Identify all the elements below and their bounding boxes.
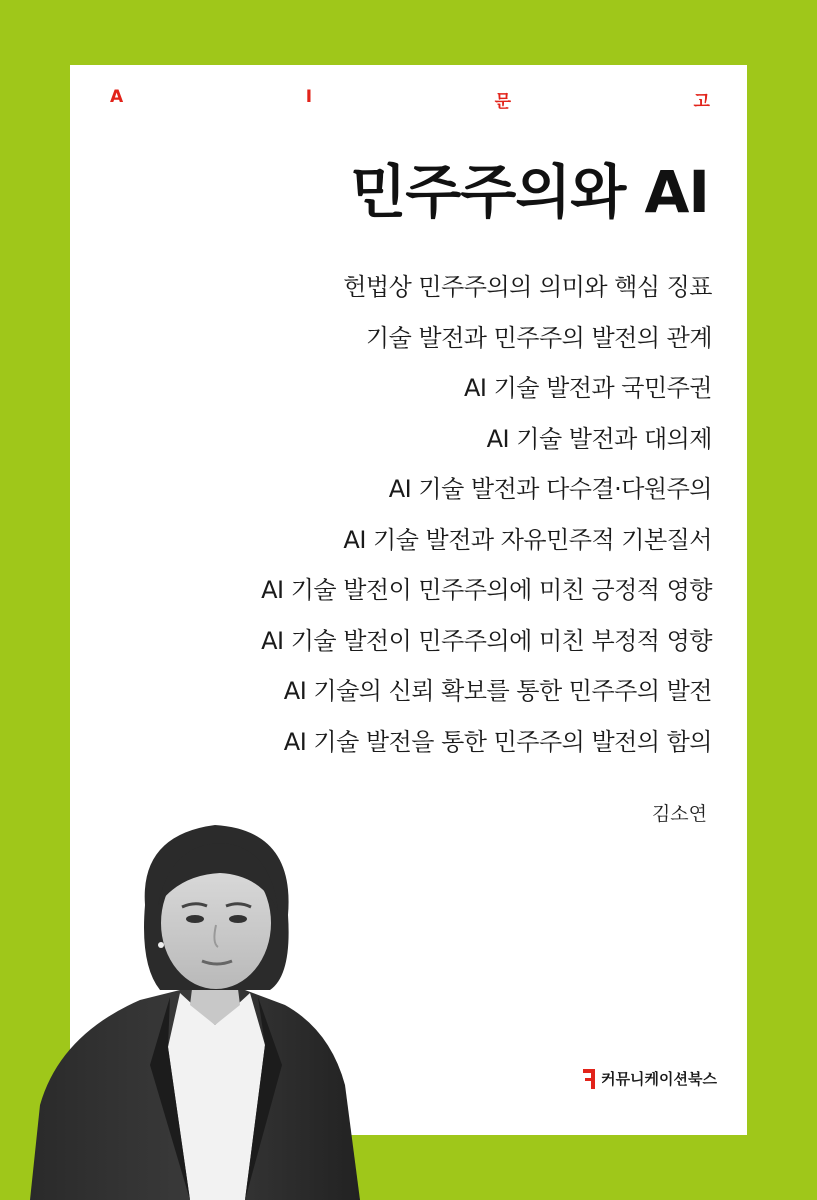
series-name <box>110 87 710 111</box>
publisher-name: 커뮤니케이션북스 <box>601 1070 717 1088</box>
series-letter-mun: 문 <box>494 92 511 112</box>
toc-item: AI 기술 발전과 다수결·다원주의 <box>388 475 712 503</box>
toc-item: AI 기술 발전이 민주주의에 미친 긍정적 영향 <box>261 576 712 604</box>
book-title: 민주주의와 AI <box>350 158 709 226</box>
toc-item: 헌법상 민주주의의 의미와 핵심 징표 <box>343 273 712 301</box>
author-portrait-photo <box>30 815 370 1200</box>
author-name: 김소연 <box>651 803 707 825</box>
series-letter-i: I <box>305 87 313 107</box>
publisher <box>583 1068 717 1089</box>
toc-item: AI 기술의 신뢰 확보를 통한 민주주의 발전 <box>283 677 712 705</box>
toc-item: AI 기술 발전이 민주주의에 미친 부정적 영향 <box>261 626 712 655</box>
series-letter-go: 고 <box>693 92 710 112</box>
series-letter-a: A <box>110 87 124 107</box>
table-of-contents <box>261 262 712 767</box>
toc-item: AI 기술 발전을 통한 민주주의 발전의 함의 <box>283 727 712 756</box>
toc-item: AI 기술 발전과 국민주권 <box>463 374 712 402</box>
toc-item: 기술 발전과 민주주의 발전의 관계 <box>365 323 712 352</box>
toc-item: AI 기술 발전과 자유민주적 기본질서 <box>343 525 712 554</box>
toc-item: AI 기술 발전과 대의제 <box>486 424 712 453</box>
publisher-logo-icon <box>583 1069 595 1089</box>
